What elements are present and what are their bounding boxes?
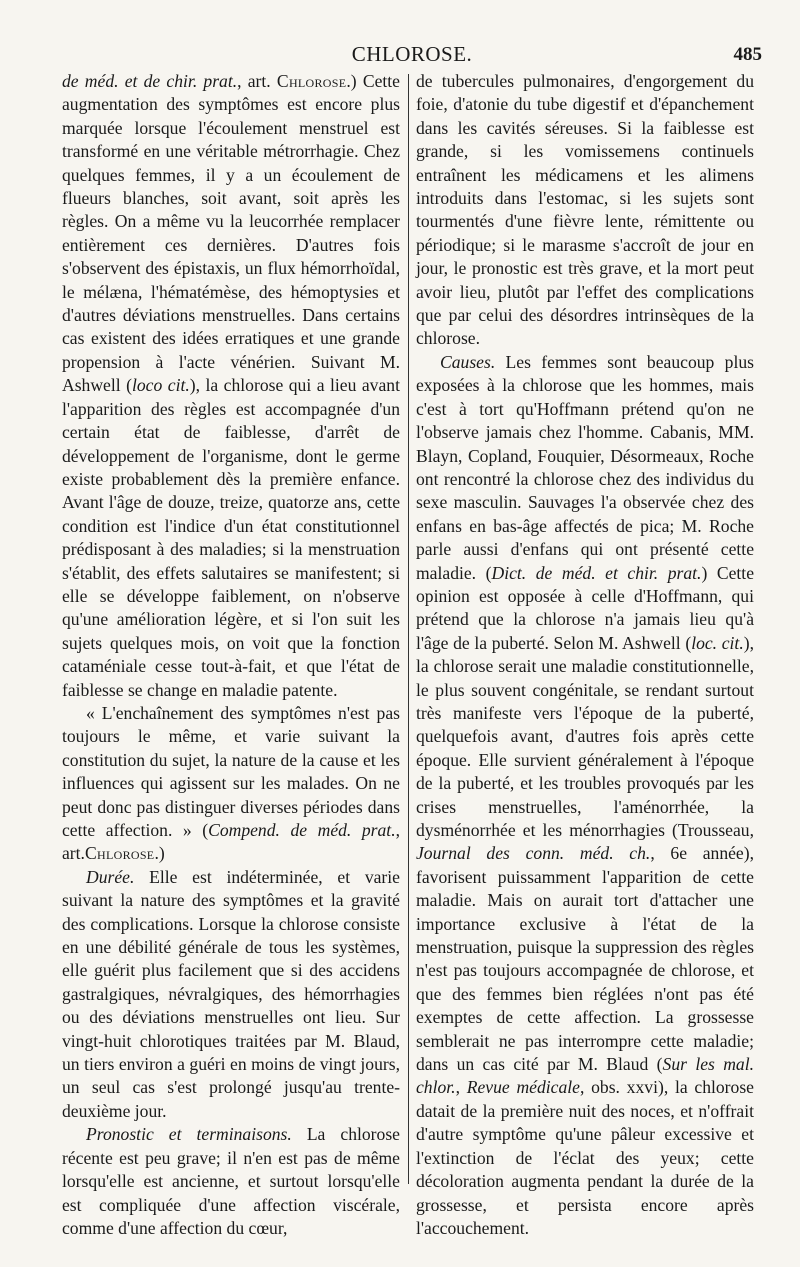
citation-ref: loc. cit. [691, 632, 744, 653]
text-run: , obs. xxvi), la chlorose datait de la première nuit des noces, et n'offrait d'autre symptôme qu'une pâleur excessive et l'extinction de l'éclat des yeux; cette décoloration augmenta pendant la durée de la grossesse, et persista encore après l'accouchement. [416, 1077, 754, 1238]
section-heading-duree: Durée. [86, 866, 135, 887]
left-paragraph-1 [62, 70, 400, 702]
left-paragraph-3 [62, 866, 400, 1123]
text-run: Elle est indéterminée, et varie suivant la nature des symptômes et la gravité des complications. Lorsque la chlorose consiste en une débilité générale de tous les systèmes, elle guérit plus facilement que si des accidens gastralgiques, névralgiques, des hémorrhagies ou des déviations menstruelles ont lieu. Sur vingt-huit chlorotiques traitées par M. Blaud, un tiers environ a guéri en moins de vingt jours, un seul cas s'est prolongé jusqu'au trente-deuxième jour. [62, 866, 400, 1121]
text-run: La chlorose récente est peu grave; il n'en est pas de même lorsqu'elle est ancienne, et surtout lorsqu'elle est compliquée d'une affection viscérale, comme d'une affection du cœur, [62, 1124, 400, 1238]
text-run: , [455, 1077, 467, 1098]
article-name: Chlorose [276, 71, 347, 91]
citation-title: Journal des conn. méd. ch. [416, 843, 651, 864]
page-number: 485 [733, 44, 762, 65]
citation-title: Sur les mal. chlor. [416, 1054, 754, 1098]
text-run: ), la chlorose qui a lieu avant l'apparition des règles est accompagnée d'un certain état de faiblesse, d'arrêt de développement de l'organisme, dont le germe existe probablement dès la première enfance. Avant l'âge de douze, treize, quatorze ans, cette condition est l'indice d'un état constitutionnel prédisposant à des maladies; si la menstruation s'établit, des effets salutaires se manifestent; si elle se développe faiblement, on n'observe qu'une amélioration légère, et si l'on suit les sujets quelques mois, on voit que la fonction cataméniale cesse tout-à-fait, et que l'état de faiblesse se change en maladie patente. [62, 375, 400, 700]
section-heading-causes: Causes. [440, 351, 496, 372]
text-run: .) Cette augmentation des symptômes est encore plus marquée lorsque l'écoulement menstruel est transformé en une véritable métrorrhagie. Chez quelques femmes, il y a un écoulement de flueurs blanches, soit avant, soit après les règles. On a même vu la leucorrhée remplacer entièrement ces dernières. D'autres fois s'observent des épistaxis, un flux hémorrhoïdal, le mélæna, l'hématémèse, des hémoptysies et d'autres déviations menstruelles. Dans certains cas existent des idées erratiques et une grande propension à l'acte vénérien. Suivant M. Ashwell ( [62, 71, 400, 396]
running-title: CHLOROSE. [351, 42, 473, 66]
section-heading-pronostic: Pronostic et terminaisons. [86, 1124, 292, 1145]
citation-title: Revue médicale [466, 1077, 580, 1098]
article-name: Chlorose [84, 843, 155, 864]
text-run: .) [154, 843, 165, 864]
text-run: Les femmes sont beaucoup plus exposées à la chlorose que les hommes, mais c'est à tort qu'Hoffmann prétend qu'on ne l'observe jamais chez l'homme. Cabanis, MM. Blayn, Copland, Fouquier, Désormeaux, Roche ont rencontré la chlorose chez des individus du sexe masculin. Sauvages l'a observée chez des enfans en bas-âge affectés de pica; M. Roche parle aussi d'enfans qui ont présenté cette maladie. ( [416, 351, 754, 583]
text-run: , art. [237, 71, 277, 91]
citation-title: de méd. et de chir. prat. [62, 71, 238, 91]
text-run: , 6e année), favorisent puissamment l'apparition de cette maladie. Mais on aurait tort d'attacher une importance exclusive à l'état de la menstruation, puisque la suppression des règles n'est pas toujours accompagnée de chlorose, et que des femmes bien réglées n'ont pas été exemptes de cette affection. La grossesse semblerait ne pas interrompre cette maladie; dans un cas cité par M. Blaud ( [416, 843, 754, 1075]
text-run: , art. [62, 820, 401, 864]
text-run: ) Cette opinion est opposée à celle d'Hoffmann, qui prétend que la chlorose n'a jamais lieu qu'à l'âge de la puberté. Selon M. Ashwell ( [416, 562, 755, 653]
right-column [416, 70, 754, 1240]
column-divider [408, 74, 409, 1184]
citation-ref: loco cit. [131, 375, 190, 396]
left-paragraph-4 [62, 1123, 400, 1240]
left-paragraph-2 [62, 702, 400, 866]
text-run: ), la chlorose serait une maladie constitutionnelle, le plus souvent congénitale, se rendant surtout très manifeste vers l'époque de la puberté, quelquefois avant, d'autres fois après cette époque. Elle survient généralement à l'époque de la puberté, et les troubles provoqués par les crises menstruelles, l'aménorrhée, la dysménorrhée et les ménorrhagies (Trousseau, [416, 632, 754, 840]
right-paragraph-2 [416, 351, 754, 1240]
page-header [62, 42, 762, 72]
citation-title: Dict. de méd. et chir. prat. [491, 562, 702, 583]
citation-title: Compend. de méd. prat. [208, 820, 396, 840]
quote-text: « L'enchaînement des symptômes n'est pas toujours le même, et varie suivant la constitution du sujet, la nature de la cause et les influences qui agissent sur les malades. On ne peut donc pas distinguer diverses périodes dans cette affection. » ( [62, 702, 400, 840]
right-paragraph-1: de tubercules pulmonaires, d'engorgement du foie, d'atonie du tube digestif et d'épanchement dans les cavités séreuses. Si la faiblesse est grande, si les vomissemens continuels entraînent les médicamens et les alimens introduits dans l'estomac, si les sujets sont tourmentés d'une fièvre lente, rémittente ou périodique; si le marasme s'accroît de jour en jour, le pronostic est très grave, et la mort peut avoir lieu, plutôt par l'effet des complications que par celui des désordres intrinsèques de la chlorose. [416, 71, 754, 349]
left-column [62, 70, 400, 1240]
